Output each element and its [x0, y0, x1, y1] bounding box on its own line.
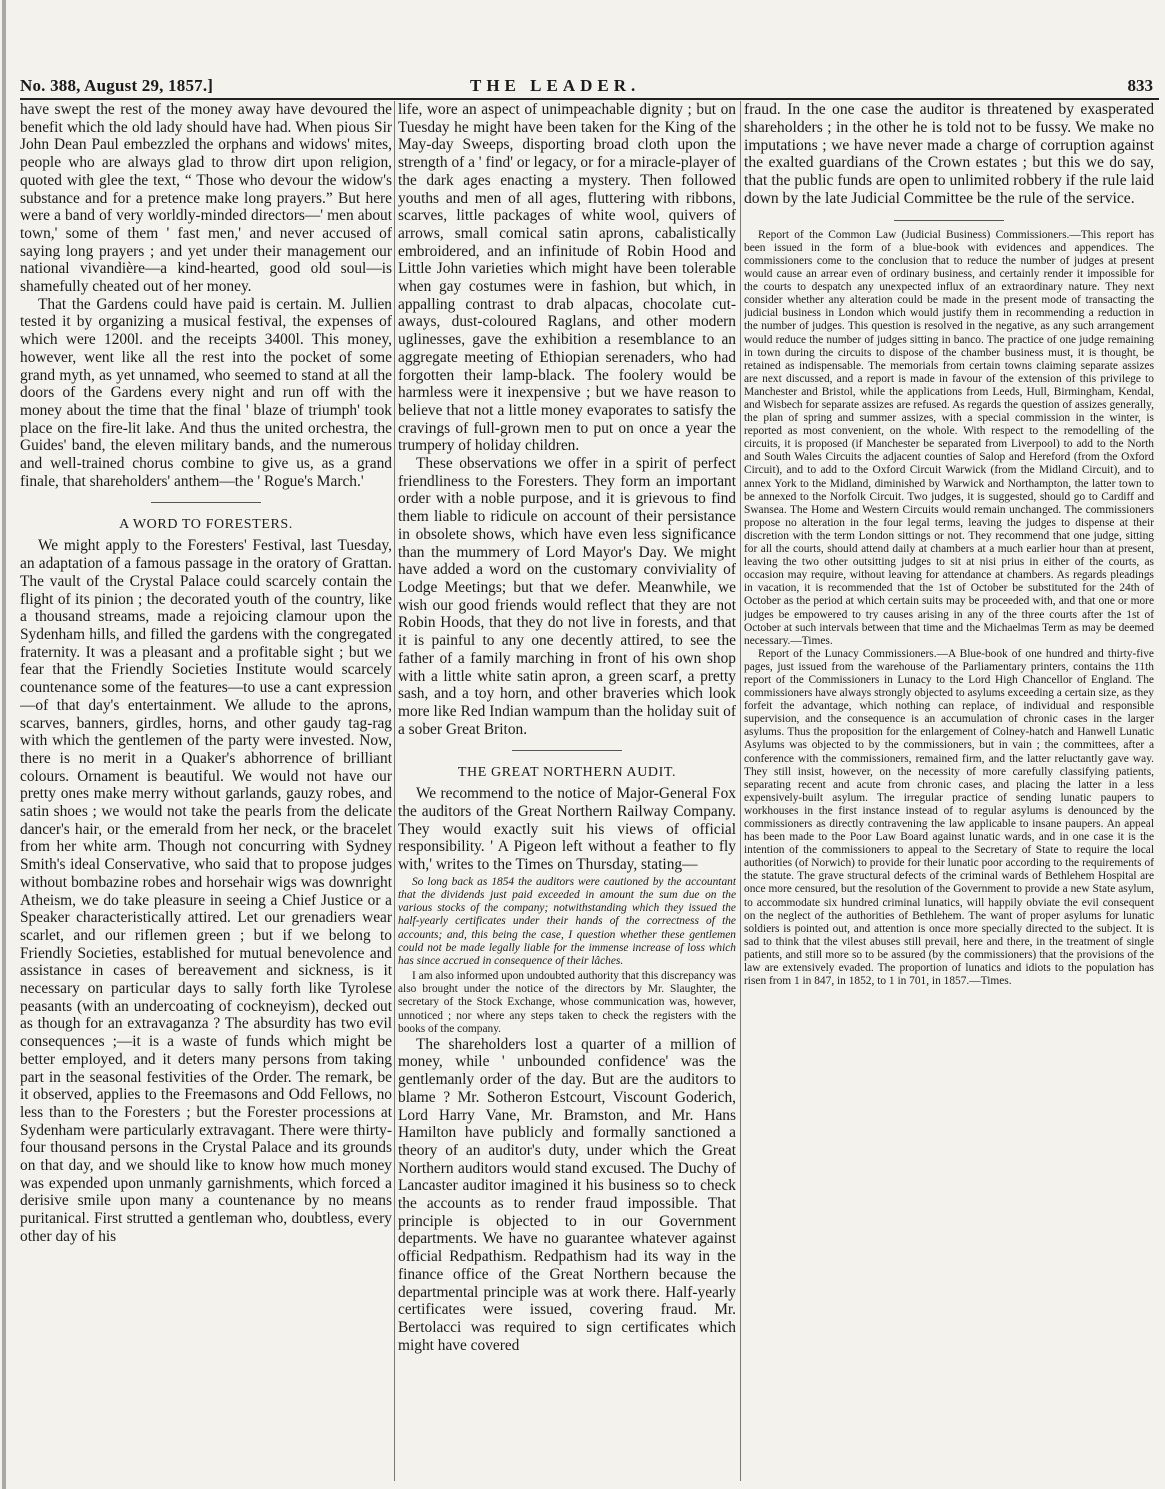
issue-date: No. 388, August 29, 1857.]	[20, 76, 214, 95]
news-item-common-law: Report of the Common Law (Judicial Business) Commissioners.—This report has been issued in the form of a blue-book with evidences and appendices. The commissioners come to the conclusion that to reduce the number of judges at present would cause an arrear even of ordinary business, and certainly render it impossible for the courts to despatch any unexpected influx of an extraordinary nature. They next consider whether any alteration could be made in the present mode of transacting the judicial business in London which would justify them in recommending a reduction in the number of judges. This question is resolved in the negative, as any such arrangement would reduce the number of judges sitting in banco. The practice of one judge remaining in town during the circuits to dispose of the chamber business must, it is thought, be retained as indispensable. The memorials from certain towns claiming separate assizes are next discussed, and a report is made in favour of the extension of this privilege to Manchester and Bristol, while the applications from Leeds, Hull, Birmingham, Kendal, and Wisbech for separate assizes are refused. As regards the question of assizes generally, the plan of spring and summer assizes, with a special commission in the winter, is reported as most convenient, on the whole. With respect to the remodelling of the circuits, it is proposed (if Manchester be separated from Liverpool) to add to the North and South Wales Circuits the adjacent counties of Salop and Hereford (from the Oxford Circuit), and to add to the Oxford Circuit Warwick (from the Midland Circuit), and to annex York to the Midland, diminished by Warwick and Northampton, the latter town to be annexed to the Norfolk Circuit. Two judges, it is suggested, should go to Cardiff and Swansea. The Home and Western Circuits would remain unchanged. The commissioners propose no alteration in the four legal terms, leaving the judges to dispense at their discretion with the term London sittings or not. They recommend that one judge, sitting for all the courts, should attend daily at chambers at a much earlier hour than at present, leaving the two other outsitting judges to sit at nisi prius in either of the courts, as occasion may require, without leaving for attendance at chambers. As regards pleadings in vacation, it is recommended that the 1st of October be substituted for the 24th of October as the period at which certain suits may be proceeded with, and that one or more judges be empowered to try causes arising in any of the three courts after the 1st of October at such intervals between that time and the Michaelmas Term as may be deemed necessary.—Times.	[744, 228, 1154, 647]
quoted-letter-continued: I am also informed upon undoubted authority that this discrepancy was also brought under the notice of the directors by Mr. Slaughter, the secretary of the Stock Exchange, whose communication was, however, unnoticed ; nor where any steps taken to check the registers with the books of the company.	[398, 970, 736, 1035]
article-paragraph: life, wore an aspect of unimpeachable dignity ; but on Tuesday he might have been taken for the King of the May-day Sweeps, disporting broad cloth upon the strength of a ' find' or legacy, or for a miracle-player of the dark ages enacting a mystery. Then followed youths and men of all ages, fluttering with ribbons, scarves, little packages of white wool, quivers of arrows, small comical satin aprons, cabalistically embroidered, and an infinitude of Robin Hood and Little John varieties which might have been tolerable when gay costumes were in fashion, but which, in appalling contrast to drab alpacas, chocolate cut-aways, dust-coloured Raglans, and other modern uglinesses, gave the exhibition a resemblance to an aggregate meeting of Ethiopian serenaders, who had forgotten their lamp-black. The foolery would be harmless were it inexpensive ; but we have reason to believe that not a little money evaporates to satisfy the cravings of full-grown men to put on once a year the trumpery of holiday children.	[398, 101, 736, 455]
article-paragraph: have swept the rest of the money away have devoured the benefit which the old lady should have had. When pious Sir John Dean Paul embezzled the orphans and widows' mites, people who are always glad to throw dirt upon religion, quoted with glee the text, “ Those who devour the widow's substance and for a pretence make long prayers.” But here were a band of very worldly-minded directors—' men about town,' some of them ' fast men,' and never accused of saying long prayers ; and yet under their management our national vivandière—a kind-hearted, good old soul—is shamefully cheated out of her money.	[20, 101, 392, 296]
article-paragraph: That the Gardens could have paid is certain. M. Jullien tested it by organizing a musical festival, the expenses of which were 1200l. and the receipts 3400l. This money, however, went like all the rest into the pocket of some grand myth, as yet unnamed, who seemed to stand at all the doors of the Gardens every night and run off with the money about the time that the final ' blaze of triumph' took place on the fire-lit lake. And thus the united orchestra, the Guides' band, the eleven military bands, and the numerous and well-trained chorus combine to give us, as a grand finale, that shareholders' anthem—the ' Rogue's March.'	[20, 295, 392, 490]
page-number: 833	[1127, 76, 1153, 95]
column-3	[744, 101, 1154, 1486]
masthead	[20, 74, 1159, 98]
column-rule-2	[740, 101, 741, 1481]
article-paragraph: We might apply to the Foresters' Festival, last Tuesday, an adaptation of a famous passage in the oratory of Grattan. The vault of the Crystal Palace could scarcely contain the flight of its pinion ; the decorated youth of the country, like a thousand streams, made a rejoicing clamour upon the Sydenham hills, and filled the gardens with the congregated fraternity. It was a pleasant and a profitable sight ; but we fear that the Friendly Societies Institute would scarcely countenance some of the features—to use a cant expression—of that day's entertainment. We allude to the aprons, scarves, banners, girdles, horns, and other gaudy tag-rag with which the gentlemen of the party were invested. Now, there is no merit in a Quaker's abhorrence of brilliant colours. Ornament is beautiful. We would not have our pretty ones make merry without garlands, gauzy robes, and satin shoes ; we would not take the pearls from the delicate dancer's hair, or the emerald from her neck, or the bracelet from her white arm. Though not concurring with Sydney Smith's ideal Conservative, who said that to propose judges without bombazine robes and horsehair wigs was downright Atheism, we do take pleasure in seeing a Chief Justice or a Speaker characteristically attired. Let our grenadiers wear scarlet, and our riflemen green ; but if we belong to Friendly Societies, established for mutual benevolence and assistance in cases of bereavement and sickness, is it necessary on particular days to sally forth like Tyrolese peasants (with an undercoating of cockneyism), decked out as though for an extravaganza ? The absurdity has two evil consequences ;—it is a waste of funds which might be better employed, and it deters many persons from taking part in the seasonal festivities of the Order. The remark, be it observed, applies to the Freemasons and Odd Fellows, no less than to the Foresters ; but the Forester processions at Sydenham were particularly extravagant. There were thirty-four thousand persons in the Crystal Palace and its grounds on that day, and we should like to know how much money was expended upon unmanly garnishments, which forced a derisive smile upon many a countenance by no means puritanical. First strutted a gentleman who, doubtless, every other day of his	[20, 537, 392, 1245]
article-paragraph: We recommend to the notice of Major-General Fox the auditors of the Great Northern Railway Company. They would exactly suit his views of official responsibility. ' A Pigeon left without a feather to fly with,' writes to the Times on Thursday, stating—	[398, 785, 736, 874]
article-heading: A WORD TO FORESTERS.	[119, 517, 293, 533]
article-heading: THE GREAT NORTHERN AUDIT.	[457, 765, 677, 781]
masthead-rule	[20, 98, 1159, 100]
binding-edge	[2, 0, 6, 1489]
section-divider	[151, 502, 261, 503]
column-2	[398, 101, 736, 1486]
column-rule-1	[394, 101, 395, 1481]
article-paragraph: The shareholders lost a quarter of a million of money, while ' unbounded confidence' was the gentlemanly order of the day. But are the auditors to blame ? Mr. Sotheron Estcourt, Viscount Goderich, Lord Harry Vane, Mr. Bramston, and Mr. Hans Hamilton have publicly and formally sanctioned a theory of an auditor's duty, under which the Great Northern auditors would stand excused. The Duchy of Lancaster auditor imagined it his business so to check the accounts as to render fraud impossible. That principle is objected to in our Government departments. We have no guarantee whatever against official Redpathism. Redpathism had its way in the finance office of the Great Northern because the departmental principle was at work there. Half-yearly certificates were issued, covering fraud. Mr. Bertolacci was required to sign certificates which might have covered	[398, 1035, 736, 1354]
quoted-letter: So long back as 1854 the auditors were cautioned by the accountant that the dividends just paid exceeded in amount the sum due on the various stocks of the company; notwithstanding which they issued the half-yearly certificates under their hands of the correctness of the accounts; and, this being the case, I question whether these gentlemen could not be made legally liable for the immense increase of loss which has since accrued in consequence of their lâches.	[398, 875, 736, 968]
column-1	[20, 101, 392, 1486]
section-divider	[512, 750, 622, 751]
section-divider	[894, 220, 1004, 221]
article-paragraph: These observations we offer in a spirit of perfect friendliness to the Foresters. They form an important order with a noble purpose, and it is grievous to find them liable to ridicule on account of their persistance in obsolete shows, which have even less significance than the mummery of Lord Mayor's Day. We might have added a word on the customary conviviality of Lodge Meetings; but that we defer. Meanwhile, we wish our good friends would reflect that they are not Robin Hoods, that they do not live in forests, and that it is painful to any one decently attired, to see the father of a family marching in front of his own shop with a little white satin apron, a green scarf, a pretty sash, and a toy horn, and other braveries which look more like Red Indian wampum than the holiday suit of a sober Great Briton.	[398, 455, 736, 738]
article-paragraph: fraud. In the one case the auditor is threatened by exasperated shareholders ; in the other he is told not to be fussy. We make no imputations ; we have never made a charge of corruption against the exalted guardians of the Crown estates ; but this we do say, that the public funds are open to unlimited robbery if the rule laid down by the late Judicial Committee be the rule of the service.	[744, 101, 1154, 207]
news-item-lunacy: Report of the Lunacy Commissioners.—A Blue-book of one hundred and thirty-five pages, just issued from the warehouse of the Parliamentary printers, contains the 11th report of the Commissioners in Lunacy to the Lord High Chancellor of England. The commissioners have always strongly objected to asylums exceeding a certain size, as they forfeit the advantage, which nothing can replace, of individual and responsible supervision, and the consequence is an accumulation of chronic cases in the larger asylums. Thus the proposition for the enlargement of Colney-hatch and Hanwell Lunatic Asylums was objected to by the commissioners, but in vain ; the committees, after a conference with the commissioners, remained firm, and the latter reluctantly gave way. They still insist, however, on the necessity of more carefully classifying patients, separating recent and acute from chronic cases, and placing the latter in a less expensively-built asylum. The irregular practice of sending lunatic paupers to workhouses in the first instance instead of to regular asylums is denounced by the commissioners as directly contravening the law applicable to insane paupers. An appeal has been made to the Poor Law Board against lunatic wards, and in one case it is the intention of the commissioners to appeal to the Secretary of State to require the local authorities (of Norwich) to provide for their lunatic poor according to the requirements of the statute. The grave structural defects of the criminal wards of Bethlehem Hospital are once more censured, but the resolution of the Government to provide a new State asylum, to accommodate six hundred criminal lunatics, will happily obviate the evil consequent on the neglect of the authorities of Bethlehem. The want of proper asylums for lunatic soldiers is pointed out, and attention is once more specially directed to the subject. It is sad to think that the vilest abuses still prevail, here and there, in the treatment of single patients, and still more so to be assured (by the commissioners) that the provisions of the law are extensively evaded. The proportion of lunatics and idiots to the population has risen from 1 in 847, in 1852, to 1 in 701, in 1857.—Times.	[744, 647, 1154, 988]
paper-title: THE LEADER.	[470, 76, 641, 95]
